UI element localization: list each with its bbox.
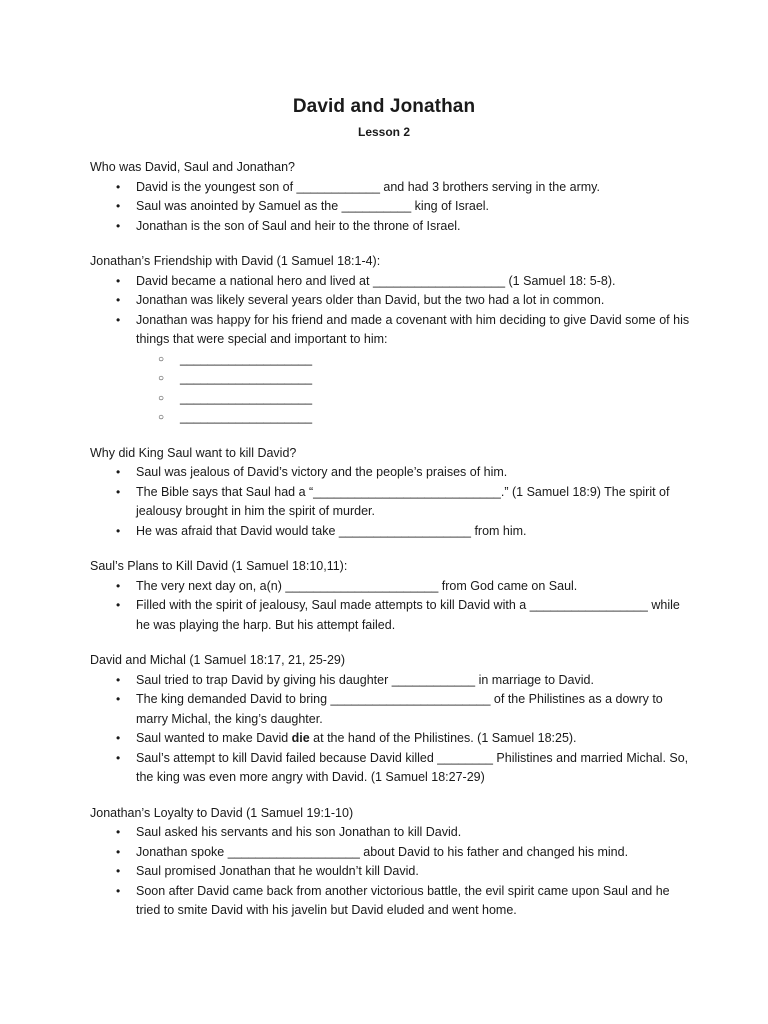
list-item: • David is the youngest son of ____________ and had 3 brothers serving in the army.	[90, 178, 690, 198]
list-item: • The king demanded David to bring _______________________ of the Philistines as a dowry to marry Michal, the king’s daughter.	[90, 690, 690, 729]
list-item: • Jonathan is the son of Saul and heir to the throne of Israel.	[90, 217, 690, 237]
list-item: • The very next day on, a(n) ______________________ from God came on Saul.	[90, 577, 690, 597]
section-loyalty	[90, 804, 690, 921]
bullet-list	[90, 272, 690, 350]
section-heading: David and Michal (1 Samuel 18:17, 21, 25-29)	[90, 653, 346, 667]
list-item: • Saul promised Jonathan that he wouldn’t kill David.	[90, 862, 690, 882]
list-item: • Jonathan was happy for his friend and made a covenant with him deciding to give David some of his things that were special and important to him:	[90, 311, 690, 350]
list-item: • The Bible says that Saul had a “___________________________.” (1 Samuel 18:9) The spirit of jealousy brought in him the spirit of murder.	[90, 483, 690, 522]
section-david-michal	[90, 651, 690, 788]
section-heading: Why did King Saul want to kill David?	[90, 445, 297, 460]
sub-bullet-list	[90, 350, 690, 428]
list-item: • David became a national hero and lived at ___________________ (1 Samuel 18: 5-8).	[90, 272, 690, 292]
sub-list-item: ○ ___________________	[90, 350, 690, 370]
bullet-list	[90, 577, 690, 636]
list-item: • Soon after David came back from another victorious battle, the evil spirit came upon Saul and he tried to smite David with his javelin but David eluded and went home.	[90, 882, 690, 921]
list-item-bold-word: die	[291, 731, 310, 745]
section-heading: Who was David, Saul and Jonathan?	[90, 160, 295, 174]
section-friendship	[90, 252, 690, 428]
list-item: • He was afraid that David would take ___________________ from him.	[90, 522, 690, 542]
bullet-list	[90, 823, 690, 921]
list-item: • Saul’s attempt to kill David failed because David killed ________ Philistines and married Michal. So, the king was even more angry with David. (1 Samuel 18:27-29)	[90, 749, 690, 788]
bullet-list	[90, 178, 690, 237]
list-item: • Jonathan was likely several years older than David, but the two had a lot in common.	[90, 291, 690, 311]
section-heading: Saul’s Plans to Kill David (1 Samuel 18:10,11):	[90, 559, 348, 573]
list-item-text: Saul wanted to make David	[136, 731, 292, 745]
list-item	[90, 729, 690, 749]
list-item: • Saul was jealous of David’s victory and the people’s praises of him.	[90, 463, 690, 483]
sub-list-item: ○ ___________________	[90, 389, 690, 409]
section-heading: Jonathan’s Friendship with David (1 Samuel 18:1-4):	[90, 254, 381, 268]
bullet-list	[90, 671, 690, 788]
list-item: • Saul was anointed by Samuel as the __________ king of Israel.	[90, 197, 690, 217]
sub-list-item: ○ ___________________	[90, 369, 690, 389]
section-who-was	[90, 158, 690, 236]
bullet-list	[90, 463, 690, 541]
lesson-subtitle: Lesson 2	[357, 125, 411, 139]
list-item: • Jonathan spoke ___________________ about David to his father and changed his mind.	[90, 843, 690, 863]
list-item-text: at the hand of the Philistines. (1 Samuel 18:25).	[309, 731, 577, 745]
list-item: • Filled with the spirit of jealousy, Saul made attempts to kill David with a _________________ while he was playing the harp. But his attempt failed.	[90, 596, 690, 635]
section-heading: Jonathan’s Loyalty to David (1 Samuel 19:1-10)	[90, 805, 354, 820]
list-item: • Saul tried to trap David by giving his daughter ____________ in marriage to David.	[90, 671, 690, 691]
sub-list-item: ○ ___________________	[90, 408, 690, 428]
list-item: • Saul asked his servants and his son Jonathan to kill David.	[90, 823, 690, 843]
section-saul-plans	[90, 557, 690, 635]
worksheet-content	[90, 158, 690, 937]
page-title: David and Jonathan	[292, 96, 476, 117]
section-why-kill	[90, 444, 690, 542]
